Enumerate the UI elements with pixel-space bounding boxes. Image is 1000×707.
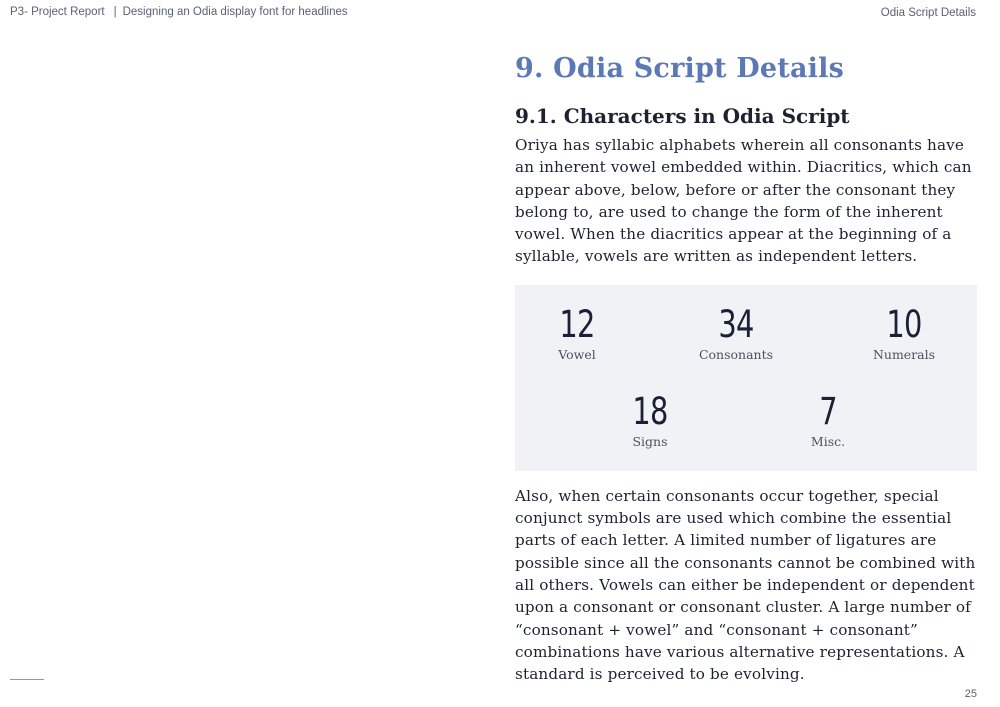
- page-title: 9. Odia Script Details: [515, 53, 844, 84]
- running-header-section: Odia Script Details: [880, 7, 976, 19]
- stat-consonants: [671, 303, 801, 363]
- stat-numerals: [839, 303, 969, 363]
- stat-vowel: [512, 303, 642, 363]
- running-header-left: [10, 6, 348, 18]
- stat-label: Consonants: [698, 346, 774, 362]
- stat-value: 12: [559, 302, 595, 346]
- stat-label: Signs: [632, 433, 668, 449]
- stat-value: 34: [718, 302, 754, 346]
- intro-paragraph: Oriya has syllabic alphabets wherein all consonants have an inherent vowel embedded within. Diacritics, which can appear above, below, before or after the consonant they belong to, are used to change the form of the inherent vowel. When the diacritics appear at the beginning of a syllable, vowels are written as independent letters.: [515, 136, 972, 266]
- conjunct-paragraph: Also, when certain consonants occur together, special conjunct symbols are used which combine the essential parts of each letter. A limited number of ligatures are possible since all the consonants cannot be combined with all others. Vowels can either be independent or dependent upon a consonant or consonant cluster. A large number of “consonant + vowel” and “consonant + consonant” combinations have various alternative representations. A standard is perceived to be evolving.: [515, 486, 976, 684]
- section-heading: 9.1. Characters in Odia Script: [515, 104, 850, 128]
- footer-divider: [10, 679, 44, 680]
- stat-label: Numerals: [872, 346, 936, 362]
- stat-label: Misc.: [810, 433, 846, 449]
- stat-value: 18: [632, 389, 668, 433]
- stat-signs: [585, 390, 715, 450]
- stat-value: 10: [886, 302, 922, 346]
- stat-value: 7: [819, 389, 837, 433]
- header-separator: |: [113, 6, 117, 18]
- main-content: [515, 50, 977, 685]
- stat-misc: [763, 390, 893, 450]
- character-stats-panel: [515, 285, 977, 471]
- page-number: 25: [964, 688, 977, 700]
- report-label: P3- Project Report: [10, 6, 105, 18]
- report-subtitle: Designing an Odia display font for headlines: [122, 6, 348, 18]
- stat-label: Vowel: [558, 346, 596, 362]
